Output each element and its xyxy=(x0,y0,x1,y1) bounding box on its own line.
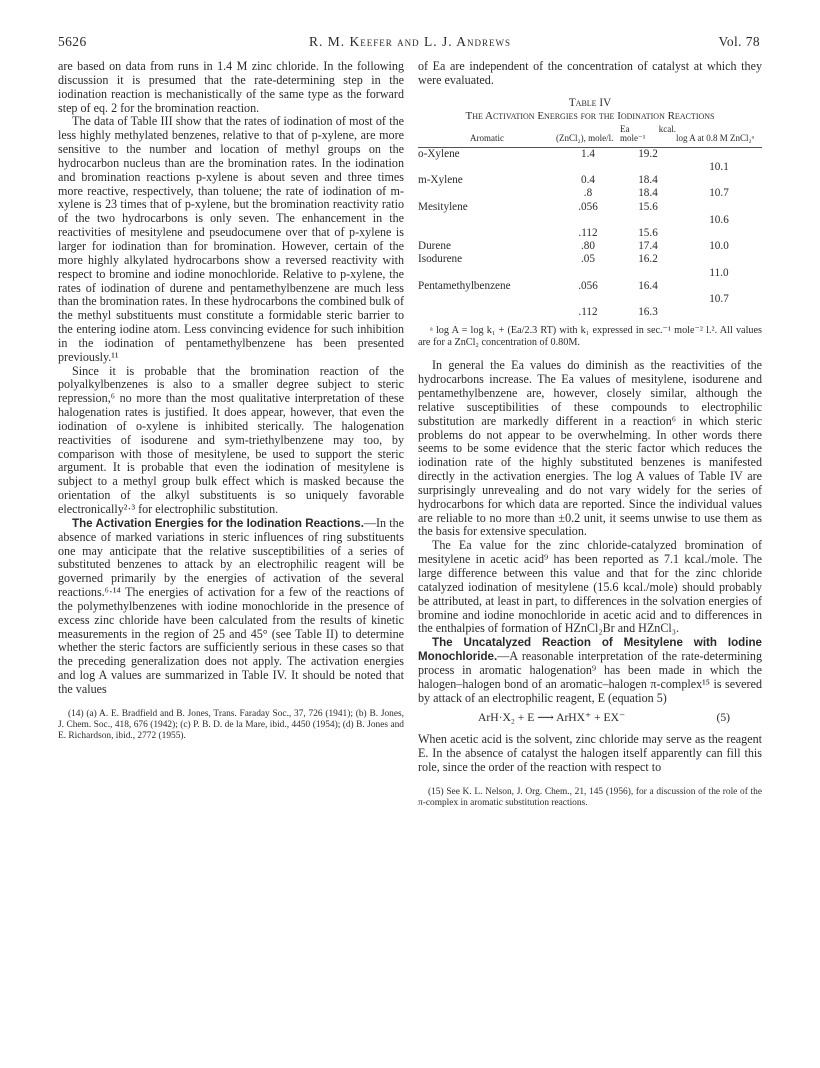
footnote: (15) See K. L. Nelson, J. Org. Chem., 21, 145 (1956), for a discussion of the role of the π-complex in aromatic substitution reactions. xyxy=(418,786,762,808)
table-row xyxy=(418,280,762,293)
table-cell xyxy=(418,267,556,280)
table-cell: .05 xyxy=(581,253,595,266)
table-header-row xyxy=(418,125,762,148)
column-header: (ZnCl₂), mole/l. xyxy=(556,125,620,148)
table-row xyxy=(418,161,762,174)
table-row xyxy=(418,253,762,266)
table-cell xyxy=(418,214,556,227)
table-row xyxy=(418,293,762,306)
table-row xyxy=(418,306,762,319)
paragraph: The Ea value for the zinc chloride-catalyzed bromination of mesitylene in acetic acid⁹ has been reported as 7.1 kcal./mole. The large difference between this value and that for the zinc chloride catalyzed iodination of mesitylene (15.6 kcal./mole) should probably be attributed, at least in part, to differences in the solvation energies of bromine and iodine monochloride in acetic acid and to differences in the enthalpies of formation of HZnCl₂Br and HZnCl₃. xyxy=(418,538,762,636)
table-cell: .056 xyxy=(578,200,598,213)
table-cell: Durene xyxy=(418,240,451,253)
paragraph: are based on data from runs in 1.4 M zinc chloride. In the following discussion it is presumed that the rate-determining step in the iodination reaction is mechanistically of the same type as the forward step of eq. 2 for the bromination reaction. xyxy=(58,59,404,115)
table-cell: 10.1 xyxy=(709,160,729,173)
table-row xyxy=(418,174,762,187)
section-heading: The Uncatalyzed Reaction of Mesitylene with Iodine Monochloride. xyxy=(418,636,762,664)
table-caption: The Activation Energies for the Iodination Reactions xyxy=(465,109,715,122)
table-row xyxy=(418,267,762,280)
table-footnote: ᵃ log A = log k₁ + (Ea/2.3 RT) with k₁ expressed in sec.⁻¹ mole⁻² l.². All values are for a ZnCl₂ concentration of 0.80M. xyxy=(418,325,762,349)
table-row xyxy=(418,201,762,214)
right-column xyxy=(418,60,762,809)
section-heading: The Activation Energies for the Iodination Reactions. xyxy=(72,516,364,530)
table-cell xyxy=(676,253,762,266)
table-cell: 10.7 xyxy=(709,187,729,200)
table-body xyxy=(418,147,762,319)
table-cell: .056 xyxy=(578,279,598,292)
table-cell: 18.4 xyxy=(638,187,658,200)
paragraph: The data of Table III show that the rates of iodination of most of the less highly methylated benzenes, relative to that of p-xylene, are more sensitive to the number and location of methyl groups on the hydrocarbon nucleus than are the bromination rates. In the iodination and bromination reactions p-xylene is about seven and three times more reactive, respectively, than toluene; the rate of iodination of m-xylene is 23 times that of p-xylene, but the bromination reactivity ratio of the two hydrocarbons is only seven. The enhancement in the reactivities of mesitylene and pseudocumene over that of p-xylene is larger for iodination than for bromination. However, certain of the more highly alkylated hydrocarbons show a reversed reactivity with respect to bromine and iodine monochloride. Relative to p-xylene, the rates of iodination of durene and pentamethylbenzene are much less than the bromination rates. In these hydrocarbons the combined bulk of the methyl substituents must constitute a formidable steric barrier to the entering iodine atom. Less convincing evidence for such inhibition in the iodination of pentamethylbenzene has been presented previously.¹¹ xyxy=(58,114,404,364)
paragraph-text: —A reasonable interpretation of the rate-determining process in aromatic halogenation⁹ has been made in which the halogen–halogen bond of an aromatic–halogen π-complex¹⁵ is severed by attack of an electrophilic reagent, E (equation 5) xyxy=(418,649,762,705)
table-cell xyxy=(620,267,676,280)
column-header: Ea kcal. mole⁻¹ xyxy=(620,125,676,148)
paragraph: Since it is probable that the bromination reaction of the polyalkylbenzenes is also to a smaller degree subject to steric repression,⁶ no more than the most qualitative interpretation of these halogenation rates is justified. It does appear, however, that even the iodination of o-xylene is inhibited sterically. The halogenation reactivities of isodurene and sym-triethylbenzene may too, by comparison with those of mesitylene, be used to support the steric argument. It is probable that even the iodination of mesitylene is subject to a methyl group bulk effect which is masked because the orientation of the alkyl substituents is so uniquely favorable electronically²·³ for electrophilic substitution. xyxy=(58,363,404,516)
table-cell: 16.2 xyxy=(638,253,658,266)
column-header: log A at 0.8 M ZnCl₂ᵃ xyxy=(676,125,762,148)
table-cell: Isodurene xyxy=(418,253,463,266)
table-cell: .8 xyxy=(583,187,593,200)
table-cell: 0.4 xyxy=(581,174,595,187)
table-cell xyxy=(418,306,556,319)
equation-number: (5) xyxy=(716,711,730,725)
table-cell xyxy=(556,161,620,174)
table-cell: 16.4 xyxy=(638,279,658,292)
table-cell: Pentamethylbenzene xyxy=(418,279,511,292)
table-cell: 10.6 xyxy=(709,213,729,226)
paragraph xyxy=(418,636,762,705)
table-cell xyxy=(556,214,620,227)
table-cell: 15.6 xyxy=(638,200,658,213)
table-cell: 17.4 xyxy=(638,240,658,253)
table-cell: 18.4 xyxy=(638,174,658,187)
table-cell xyxy=(556,267,620,280)
footnote-separator xyxy=(418,775,762,779)
table-cell: .112 xyxy=(578,226,598,239)
table-cell xyxy=(620,214,676,227)
table-row xyxy=(418,187,762,200)
running-title: R. M. Keefer and L. J. Andrews xyxy=(308,34,511,49)
table-label: Table IV xyxy=(568,96,612,109)
table-row xyxy=(418,147,762,161)
table-cell xyxy=(676,147,762,161)
table-cell xyxy=(620,161,676,174)
table-cell: 19.2 xyxy=(638,147,658,160)
table-cell: 10.0 xyxy=(709,240,729,253)
column-header: Aromatic xyxy=(418,125,556,148)
table-cell xyxy=(676,174,762,187)
table-cell: 10.7 xyxy=(709,292,729,305)
paragraph: of Ea are independent of the concentration of catalyst at which they were evaluated. xyxy=(418,59,762,87)
paragraph-text: —In the absence of marked variations in steric influences of ring substituents one may anticipate that the relative susceptibilities of a series of substituted benzenes to attack by an electrophilic reagent will be governed primarily by the energies of activation of the several reactions.⁶·¹⁴ The energies of activation for a few of the reactions of the polymethylbenzenes with iodine monochloride in the presence of excess zinc chloride have been calculated from the results of kinetic measurements in the region of 25 and 45° (see Table II) to determine whether the steric factors are sufficiently serious in these cases so that the preceding generalization does not apply. The activation energies and log A values are summarized in Table IV. It should be noted that the values xyxy=(58,515,404,696)
table-cell xyxy=(418,293,556,306)
table-cell xyxy=(556,293,620,306)
table-cell: m-Xylene xyxy=(418,174,463,187)
paragraph xyxy=(58,517,404,697)
table-cell: .80 xyxy=(581,240,595,253)
table-cell xyxy=(620,293,676,306)
equation-body: ArH·X₂ + E ⟶ ArHX⁺ + EX⁻ xyxy=(478,711,626,725)
page-header xyxy=(0,34,820,54)
table-cell xyxy=(418,187,556,200)
table-row xyxy=(418,227,762,240)
table-cell xyxy=(418,227,556,240)
paragraph: In general the Ea values do diminish as the reactivities of the hydrocarbons increase. The Ea values of mesitylene, isodurene and pentamethylbenzene are, however, closely similar, although the relative susceptibilities of these compounds to electrophilic substitution are markedly different in a reaction⁶ in which steric problems do not appear to be overwhelming. In other words there seems to be some evidence that the steric factor which reduces the iodination rate of the highly substituted benzenes is manifested directly in the activation energies. The log A values of Table IV are surprisingly unrevealing and do not vary widely for the series of hydrocarbons for which data are reported. Since the individual values are reliable to no more than ±0.2 unit, it seems unwise to use them as the basis for extensive speculation. xyxy=(418,358,762,539)
table-row xyxy=(418,214,762,227)
footnote: (14) (a) A. E. Bradfield and B. Jones, Trans. Faraday Soc., 37, 726 (1941); (b) B. Jones, J. Chem. Soc., 418, 676 (1942); (c) P. B. D. de la Mare, ibid., 4450 (1954); (d) B. Jones and E. Richardson, ibid., 2772 (1955). xyxy=(58,708,404,741)
table-cell xyxy=(676,306,762,319)
table-cell: 1.4 xyxy=(581,147,595,160)
table-cell: Mesitylene xyxy=(418,200,468,213)
table-cell xyxy=(676,227,762,240)
table-row xyxy=(418,240,762,253)
activation-energy-table xyxy=(418,125,762,320)
table-cell xyxy=(418,161,556,174)
paragraph: When acetic acid is the solvent, zinc chloride may serve as the reagent E. In the absence of catalyst the halogen itself apparently can fill this role, since the order of the reaction with respect to xyxy=(418,732,762,775)
page-number: 5626 xyxy=(58,34,87,49)
equation-5 xyxy=(418,711,762,727)
left-column xyxy=(58,60,404,742)
footnote-separator xyxy=(58,697,404,701)
table-cell: 15.6 xyxy=(638,226,658,239)
table-cell xyxy=(676,201,762,214)
table-cell: 16.3 xyxy=(638,306,658,319)
volume-number: Vol. 78 xyxy=(718,34,760,49)
table-cell: .112 xyxy=(578,306,598,319)
table-cell xyxy=(676,280,762,293)
table-cell: 11.0 xyxy=(709,266,729,279)
table-cell: o-Xylene xyxy=(418,147,460,160)
